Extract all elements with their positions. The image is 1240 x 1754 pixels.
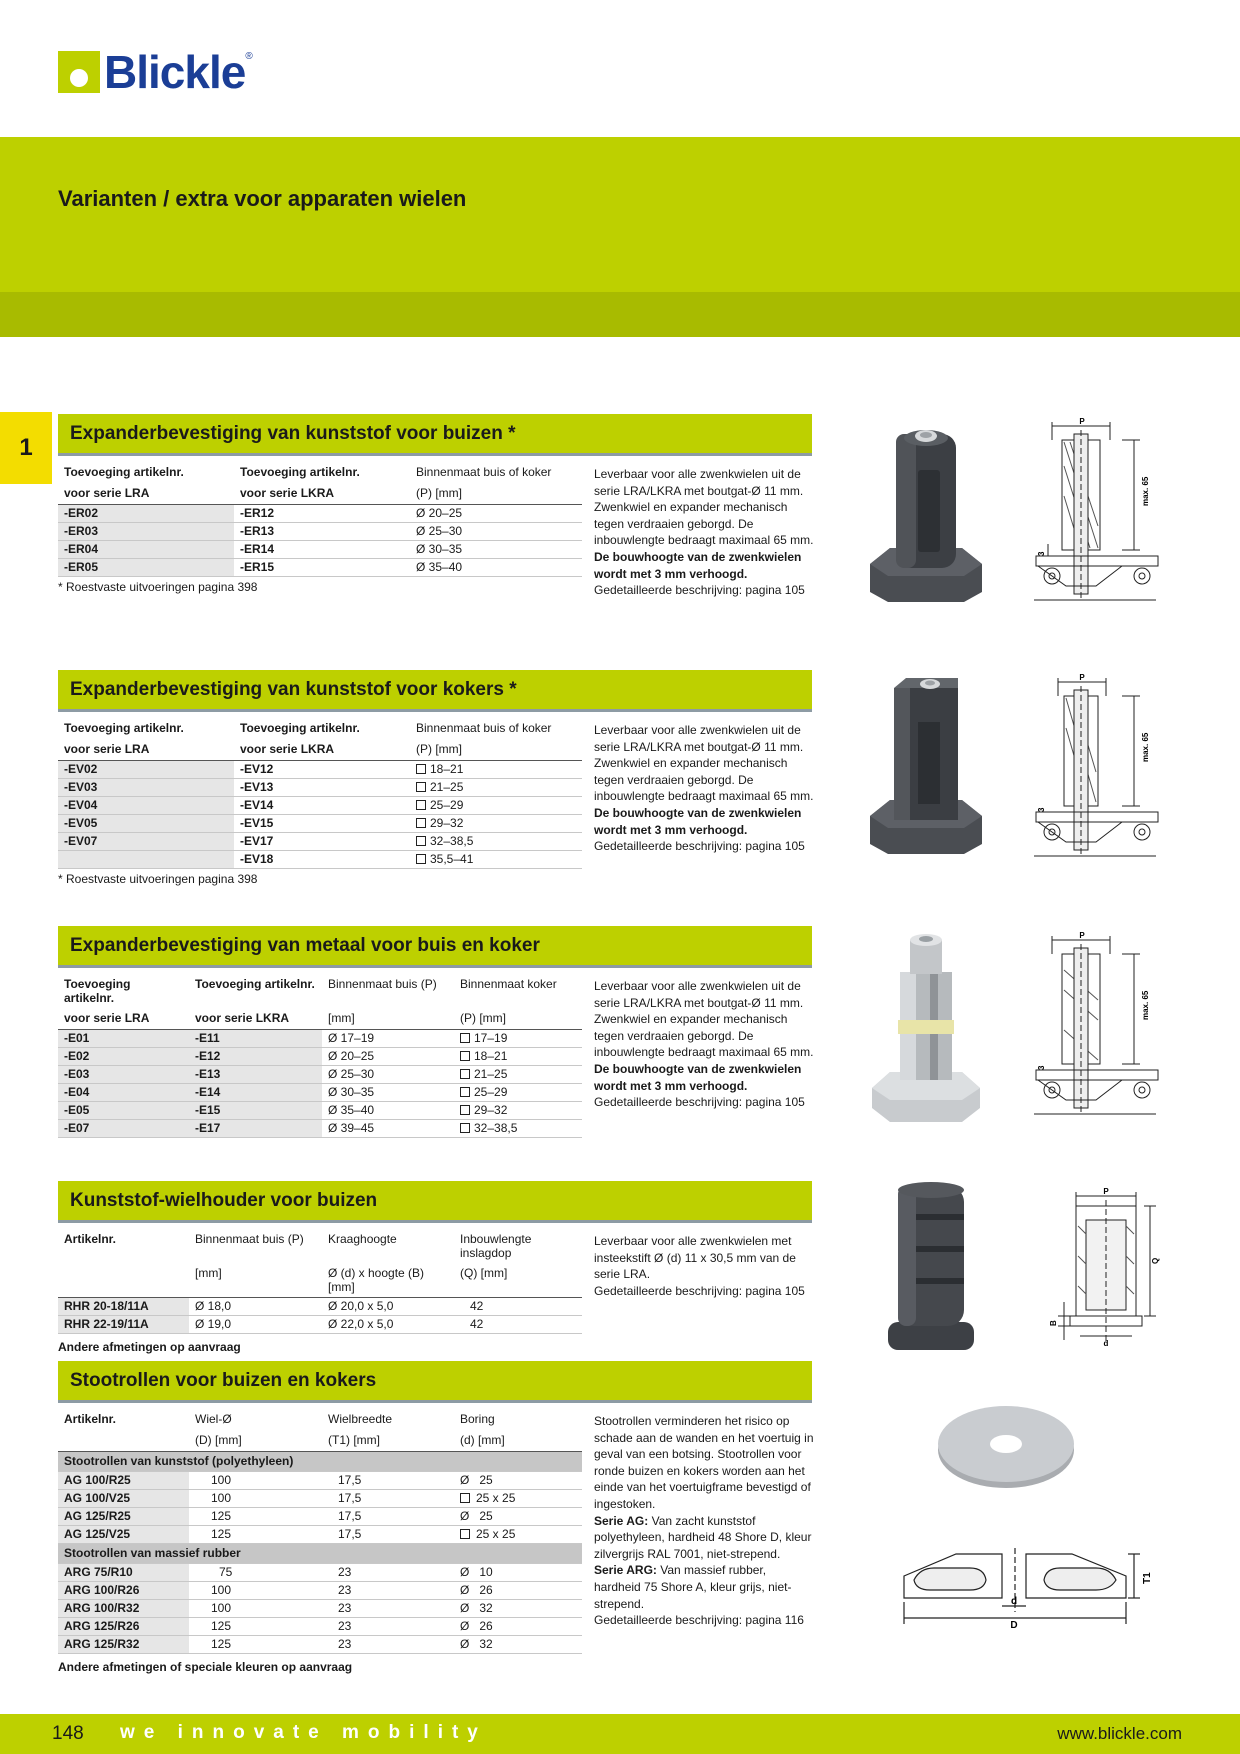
header-band-lower [0,292,1240,337]
table-row [58,1119,582,1137]
dim-d-small-label: d [1010,1596,1018,1607]
cell [454,1617,582,1635]
description-text: Leverbaar voor alle zwenkwielen uit de serie LRA/LKRA met boutgat-Ø 11 mm. Zwenkwiel en expander mechanisch tegen verdraaien geborgd. De inbouwlengte bedraagt maximaal 65 mm. [594,467,814,548]
column-subheader: voor serie LKRA [234,739,410,760]
cell: ARG 75/R10 [58,1563,189,1581]
cell [410,796,582,814]
square-icon [416,854,426,864]
cell-value: 25 x 25 [476,1526,516,1541]
spec-table [58,1409,582,1654]
cell: AG 100/R25 [58,1471,189,1489]
cell: -E03 [58,1065,189,1083]
drawing-wheel-holder [1040,1186,1160,1348]
table-row [58,1635,582,1653]
description-ag-label: Serie AG: [594,1513,649,1528]
description-ref: Gedetailleerde beschrijving: pagina 105 [594,839,805,854]
cell [454,1507,582,1525]
blickle-logo [58,48,253,96]
table-row [58,1599,582,1617]
table-row [58,1298,582,1316]
cell: -EV15 [234,814,410,832]
cell [454,1599,582,1617]
dim-p-label: P [1103,1187,1109,1196]
cell: Ø 20–25 [322,1047,454,1065]
description-bold: De bouwhoogte van de zwenkwielen wordt met 3 mm verhoogd. [594,1061,802,1093]
cell [410,760,582,778]
column-subheader: voor serie LKRA [189,1008,322,1029]
square-icon [460,1493,470,1503]
column-subheader: (T1) [mm] [322,1430,454,1451]
cell: 125 [189,1635,322,1653]
cell [454,1471,582,1489]
cell: Ø 25–30 [322,1065,454,1083]
footer-slogan: we innovate mobility [120,1722,487,1743]
table-row [58,1316,582,1334]
cell: -EV07 [58,832,234,850]
cell [454,1065,582,1083]
column-header: Artikelnr. [64,1412,117,1426]
cell: 42 [454,1316,582,1334]
cell: ARG 100/R26 [58,1581,189,1599]
description [594,722,814,855]
cell [454,1047,582,1065]
section-wielhouder [58,1181,812,1354]
cell: 100 [189,1581,322,1599]
cell: 42 [454,1298,582,1316]
cell: -E07 [58,1119,189,1137]
cell: -EV13 [234,778,410,796]
cell-value: 17–19 [474,1030,508,1045]
dim-max-label: max. 65 [1141,990,1150,1020]
cell: Ø 18,0 [189,1298,322,1316]
footer-url[interactable]: www.blickle.com [1057,1724,1182,1743]
cell: -E02 [58,1047,189,1065]
section-title: Expanderbevestiging van kunststof voor kokers * [58,670,812,712]
cell-value: 35,5–41 [430,851,474,866]
table-row [58,1471,582,1489]
cell: Ø 39–45 [322,1119,454,1137]
dim-d-big-label: D [1010,1620,1018,1630]
cell-value: 10 [479,1564,493,1579]
cell-value: 32 [479,1636,493,1651]
column-header: Toevoeging artikelnr. [240,465,360,479]
expander-square-photo [866,676,986,856]
cell-value: 25–29 [430,797,464,812]
cell: -ER13 [234,522,410,540]
dim-q-label: Q [1151,1257,1160,1264]
cell-value: 21–25 [430,779,464,794]
cell [410,832,582,850]
column-subheader: (P) [mm] [410,739,582,760]
column-header: Toevoeging artikelnr. [64,465,184,479]
dim-3-label: 3 [1037,807,1046,812]
cell: -E13 [189,1065,322,1083]
column-header: Wiel-Ø [195,1412,232,1426]
table-row [58,1525,582,1543]
description-text: Leverbaar voor alle zwenkwielen uit de serie LRA/LKRA met boutgat-Ø 11 mm. Zwenkwiel en expander mechanisch tegen verdraaien geborgd. De inbouwlengte bedraagt maximaal 65 mm. [594,979,814,1060]
footnote: * Roestvaste uitvoeringen pagina 398 [58,579,258,594]
table-row [58,1083,582,1101]
table-row [58,540,582,558]
column-header: Wielbreedte [328,1412,393,1426]
cell: Ø 30–35 [322,1083,454,1101]
table-row [58,1563,582,1581]
column-subheader: voor serie LRA [58,1008,189,1029]
cell: 17,5 [322,1525,454,1543]
cell: 100 [189,1489,322,1507]
column-header: Binnenmaat buis (P) [328,977,437,991]
cell: -E11 [189,1029,322,1047]
cell-value: 32–38,5 [474,1120,518,1135]
spec-table [58,718,582,869]
table-row [58,832,582,850]
cell: -EV18 [234,850,410,868]
dim-p-label: P [1079,673,1085,682]
description-text: Leverbaar voor alle zwenkwielen met insteekstift Ø (d) 11 x 30,5 mm van de serie LRA. [594,1234,796,1282]
cell: Ø 22,0 x 5,0 [322,1316,454,1334]
cell: 23 [322,1563,454,1581]
description [594,1413,814,1629]
cell: AG 125/R25 [58,1507,189,1525]
column-subheader: (Q) [mm] [454,1263,582,1298]
cell: 100 [189,1471,322,1489]
column-header: Toevoeging artikelnr. [195,977,315,991]
section-expander-metaal [58,926,812,1138]
cell: -ER02 [58,504,234,522]
description-bold: De bouwhoogte van de zwenkwielen wordt met 3 mm verhoogd. [594,549,802,581]
cell: 100 [189,1599,322,1617]
cell: -EV05 [58,814,234,832]
description-ref: Gedetailleerde beschrijving: pagina 116 [594,1613,804,1628]
dim-max-label: max. 65 [1141,476,1150,506]
cell: Ø 25–30 [410,522,582,540]
page-number: 148 [52,1723,84,1744]
table-row [58,1101,582,1119]
cell: 17,5 [322,1507,454,1525]
dim-d-label: d [1103,1339,1109,1348]
table-row [58,796,582,814]
cell: 23 [322,1617,454,1635]
column-header: Toevoeging artikelnr. [64,721,184,735]
cell [454,1083,582,1101]
diameter-symbol: Ø [460,1472,470,1487]
cell: -E01 [58,1029,189,1047]
wheel-holder-photo [884,1176,978,1352]
column-header: Inbouwlengte inslagdop [460,1232,532,1260]
cell-value: 25–29 [474,1084,508,1099]
dim-p-label: P [1079,931,1085,940]
cell-value: 32–38,5 [430,833,474,848]
square-icon [460,1105,470,1115]
cell: RHR 20-18/11A [58,1298,189,1316]
description [594,1233,814,1299]
description-ag-text: Van zacht kunststof polyethyleen, hardheid 48 Shore D, kleur zilvergrijs RAL 7001, niet-strepend. [594,1513,812,1561]
cell: 125 [189,1507,322,1525]
cell: -EV14 [234,796,410,814]
square-icon [416,782,426,792]
column-subheader: voor serie LRA [58,739,234,760]
cell: -EV02 [58,760,234,778]
cell: -E12 [189,1047,322,1065]
square-icon [460,1051,470,1061]
column-subheader [58,1430,189,1451]
column-subheader: (P) [mm] [410,483,582,504]
cell: 23 [322,1635,454,1653]
description-ref: Gedetailleerde beschrijving: pagina 105 [594,1095,805,1110]
table-row [58,778,582,796]
column-header: Binnenmaat buis of koker [416,721,552,735]
dim-3-label: 3 [1037,551,1046,556]
description-ref: Gedetailleerde beschrijving: pagina 105 [594,1283,805,1298]
footnote: Andere afmetingen op aanvraag [58,1340,241,1354]
cell: -E05 [58,1101,189,1119]
section-expander-kokers [58,670,812,886]
cell-value: 29–32 [430,815,464,830]
cell: 23 [322,1581,454,1599]
cell: -ER14 [234,540,410,558]
cell: 23 [322,1599,454,1617]
description-arg [594,1562,814,1612]
column-header: Binnenmaat buis of koker [416,465,552,479]
cell [454,1029,582,1047]
cell: Ø 17–19 [322,1029,454,1047]
registered-mark: ® [245,50,253,62]
cell: AG 125/V25 [58,1525,189,1543]
diameter-symbol: Ø [460,1636,470,1651]
table-row [58,1029,582,1047]
description-arg-text: Van massief rubber, hardheid 75 Shore A, kleur grijs, niet-strepend. [594,1563,792,1611]
dim-3-label: 3 [1037,1065,1046,1070]
column-subheader: Ø (d) x hoogte (B) [mm] [322,1263,454,1298]
section-title: Stootrollen voor buizen en kokers [58,1361,812,1403]
cell: ARG 100/R32 [58,1599,189,1617]
cell: -EV12 [234,760,410,778]
cell-value: 32 [479,1600,493,1615]
cell: Ø 20–25 [410,504,582,522]
drawing-expander-square [1030,672,1160,862]
table-group-row [58,1543,582,1563]
table-row [58,1617,582,1635]
blickle-logo-mark-icon [58,51,100,93]
bump-roller-photo [936,1400,1076,1490]
column-subheader [58,1263,189,1298]
cell-value: 25 [479,1472,493,1487]
diameter-symbol: Ø [460,1564,470,1579]
cell-value: 26 [479,1618,493,1633]
cell [410,778,582,796]
table-row [58,1047,582,1065]
footnote: * Roestvaste uitvoeringen pagina 398 [58,871,258,886]
cell: -E17 [189,1119,322,1137]
footnote: Andere afmetingen of speciale kleuren op aanvraag [58,1659,353,1674]
description-text: Leverbaar voor alle zwenkwielen uit de serie LRA/LKRA met boutgat-Ø 11 mm. Zwenkwiel en expander mechanisch tegen verdraaien geborgd. De inbouwlengte bedraagt maximaal 65 mm. [594,723,814,804]
table-row [58,814,582,832]
cell: -EV17 [234,832,410,850]
cell: 125 [189,1617,322,1635]
group-label: Stootrollen van kunststof (polyethyleen) [58,1451,582,1471]
table-group-row [58,1451,582,1471]
table-row [58,1507,582,1525]
square-icon [460,1033,470,1043]
description-ref: Gedetailleerde beschrijving: pagina 105 [594,583,805,598]
cell: Ø 19,0 [189,1316,322,1334]
column-subheader: (D) [mm] [189,1430,322,1451]
page-title: Varianten / extra voor apparaten wielen [58,186,467,211]
diameter-symbol: Ø [460,1508,470,1523]
description [594,466,814,599]
column-header: Toevoeging artikelnr. [64,977,131,1005]
column-subheader: voor serie LKRA [234,483,410,504]
cell: -E14 [189,1083,322,1101]
dim-b-label: B [1049,1320,1058,1326]
expander-metal-photo [866,932,986,1124]
cell-value: 25 [479,1508,493,1523]
cell: Ø 20,0 x 5,0 [322,1298,454,1316]
header-band [0,137,1240,292]
description-arg-label: Serie ARG: [594,1563,657,1578]
drawing-expander-metal [1030,930,1160,1120]
cell: -E15 [189,1101,322,1119]
column-subheader: [mm] [189,1263,322,1298]
square-icon [460,1069,470,1079]
cell: 75 [189,1563,322,1581]
cell: 17,5 [322,1471,454,1489]
cell [454,1563,582,1581]
section-title: Expanderbevestiging van kunststof voor buizen * [58,414,812,456]
cell: 17,5 [322,1489,454,1507]
description [594,978,814,1111]
cell: -EV04 [58,796,234,814]
spec-table [58,462,582,577]
cell [454,1119,582,1137]
column-subheader: (d) [mm] [454,1430,582,1451]
cell: ARG 125/R26 [58,1617,189,1635]
column-header: Artikelnr. [64,1232,117,1246]
spec-table [58,974,582,1138]
table-row [58,1489,582,1507]
cell: -ER15 [234,558,410,576]
section-title: Expanderbevestiging van metaal voor buis en koker [58,926,812,968]
diameter-symbol: Ø [460,1618,470,1633]
table-row [58,760,582,778]
cell [410,850,582,868]
diameter-symbol: Ø [460,1600,470,1615]
table-row [58,850,582,868]
section-title: Kunststof-wielhouder voor buizen [58,1181,812,1223]
cell: Ø 35–40 [322,1101,454,1119]
square-icon [460,1087,470,1097]
column-header: Binnenmaat koker [460,977,557,991]
column-header: Toevoeging artikelnr. [240,721,360,735]
cell [58,850,234,868]
diameter-symbol: Ø [460,1582,470,1597]
table-row [58,504,582,522]
cell: -ER05 [58,558,234,576]
section-expander-buizen [58,414,814,598]
description-bold: De bouwhoogte van de zwenkwielen wordt met 3 mm verhoogd. [594,805,802,837]
cell: -ER03 [58,522,234,540]
cell-value: 25 x 25 [476,1490,516,1505]
cell: -ER12 [234,504,410,522]
drawing-bump-roller [900,1546,1160,1630]
cell [454,1489,582,1507]
drawing-expander-tube [1030,416,1160,606]
brand-name: Blickle [104,46,246,98]
group-label: Stootrollen van massief rubber [58,1543,582,1563]
square-icon [460,1529,470,1539]
cell: Ø 35–40 [410,558,582,576]
square-icon [460,1123,470,1133]
cell [454,1635,582,1653]
dim-max-label: max. 65 [1141,732,1150,762]
column-subheader: voor serie LRA [58,483,234,504]
column-subheader: (P) [mm] [454,1008,582,1029]
cell: Ø 30–35 [410,540,582,558]
cell: -E04 [58,1083,189,1101]
table-row [58,1065,582,1083]
cell: ARG 125/R32 [58,1635,189,1653]
description-intro: Stootrollen verminderen het risico op schade aan de wanden en het voertuig in geval van een botsing. Stootrollen voor ronde buizen en kokers worden aan het einde van het voertuigframe bevestigd of ingestoken. [594,1414,814,1511]
square-icon [416,836,426,846]
chapter-tab: 1 [0,412,52,484]
cell [454,1101,582,1119]
cell-value: 26 [479,1582,493,1597]
column-header: Boring [460,1412,495,1426]
table-row [58,522,582,540]
cell: AG 100/V25 [58,1489,189,1507]
section-stootrollen [58,1361,812,1674]
column-subheader: [mm] [322,1008,454,1029]
cell: -ER04 [58,540,234,558]
cell [454,1525,582,1543]
cell-value: 21–25 [474,1066,508,1081]
square-icon [416,818,426,828]
cell [454,1581,582,1599]
dim-p-label: P [1079,417,1085,426]
cell-value: 29–32 [474,1102,508,1117]
expander-tube-photo [866,424,986,604]
column-header: Kraaghoogte [328,1232,397,1246]
cell-value: 18–21 [430,761,464,776]
cell-value: 18–21 [474,1048,508,1063]
table-row [58,558,582,576]
cell: RHR 22-19/11A [58,1316,189,1334]
cell: 125 [189,1525,322,1543]
cell [410,814,582,832]
table-row [58,1581,582,1599]
dim-t1-label: T1 [1142,1572,1153,1584]
cell: -EV03 [58,778,234,796]
spec-table [58,1229,582,1334]
square-icon [416,764,426,774]
square-icon [416,800,426,810]
column-header: Binnenmaat buis (P) [195,1232,304,1246]
